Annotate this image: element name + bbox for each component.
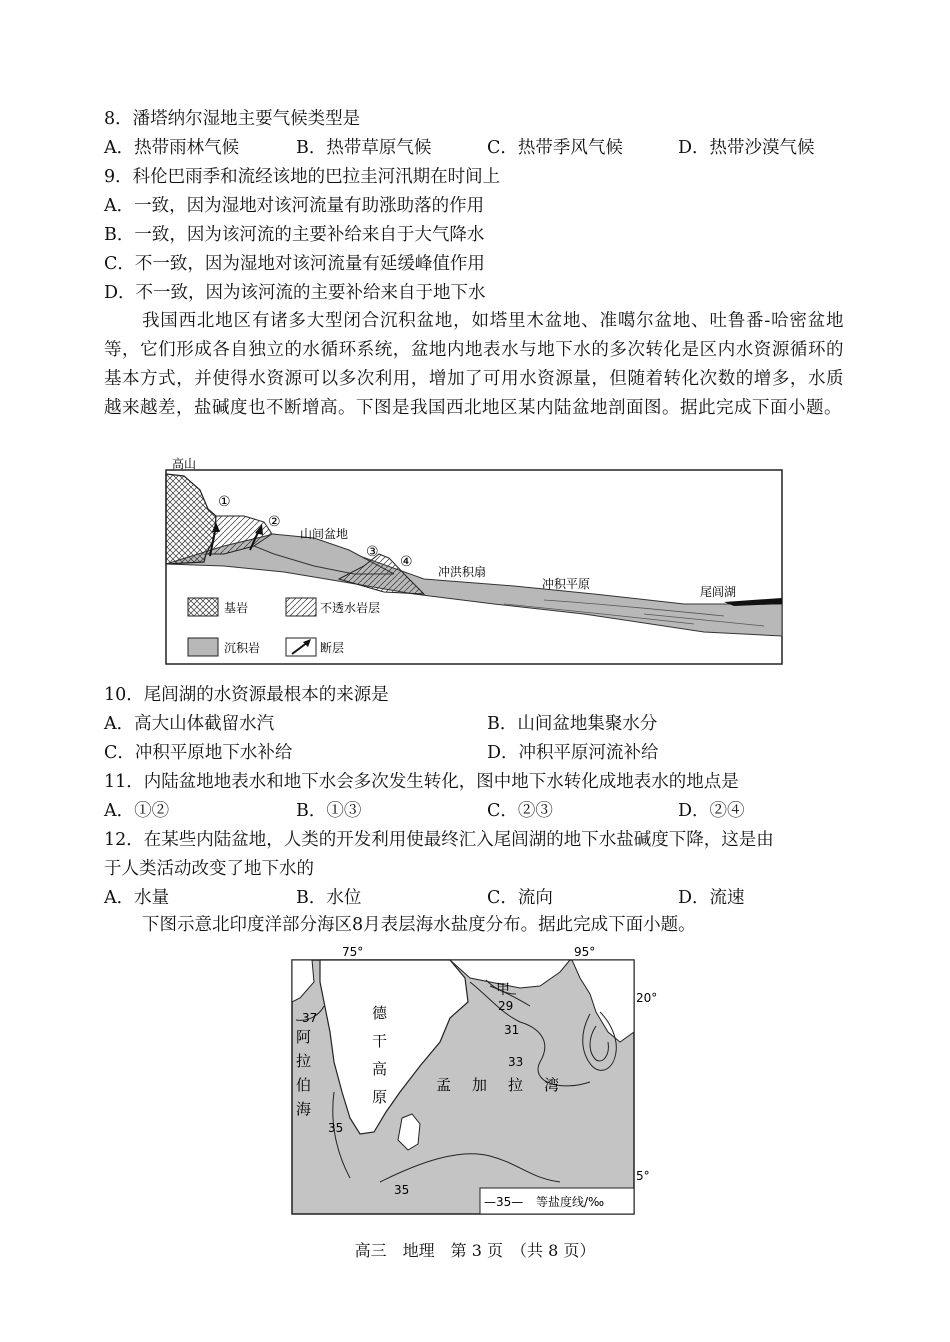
arabian-sea-char-3: 伯 (296, 1076, 312, 1094)
iso-35-b: 35 (394, 1183, 410, 1197)
q9-option-b[interactable]: B．一致，因为该河流的主要补给来自于大气降水 (104, 225, 485, 245)
basin-profile-figure (164, 454, 784, 666)
deccan-char-1: 德 (372, 1004, 388, 1022)
q8-option-b[interactable]: B．热带草原气候 (296, 138, 432, 158)
q11-option-d[interactable]: D．②④ (678, 801, 745, 821)
label-alluvial-fan: 冲洪积扇 (438, 565, 487, 579)
q12-stem-line2: 于人类活动改变了地下水的 (104, 859, 314, 879)
passage-basin: 我国西北地区有诸多大型闭合沉积盆地，如塔里木盆地、准噶尔盆地、吐鲁番-哈密盆地等，它们形成各自独立的水循环系统，盆地内地表水与地下水的多次转化是区内水资源循环的基本方式，并使得水资源可以多次利用，增加了可用水资源量，但随着转化次数的增多，水质越来越差，盐碱度也不断增高。下图是我国西北地区某内陆盆地剖面图。据此完成下面小题。 (104, 311, 844, 418)
q9-option-d[interactable]: D．不一致，因为该河流的主要补给来自于地下水 (104, 283, 486, 303)
q11-stem: 11．内陆盆地地表水和地下水会多次发生转化，图中地下水转化成地表水的地点是 (104, 772, 739, 792)
q12-option-b[interactable]: B．水位 (296, 888, 362, 908)
legend-impermeable: 不透水岩层 (320, 601, 381, 615)
page-footer: 高三 地理 第 3 页 （共 8 页） (354, 1241, 596, 1260)
q12-option-c[interactable]: C．流向 (487, 888, 553, 908)
iso-31: 31 (504, 1023, 520, 1037)
iso-37: 37 (302, 1011, 318, 1025)
q10-option-d[interactable]: D．冲积平原河流补给 (487, 743, 659, 763)
q12-option-a[interactable]: A．水量 (104, 888, 170, 908)
bengal-char-1: 孟 (436, 1076, 452, 1094)
lat-20: 20° (636, 991, 658, 1005)
label-alluvial-plain: 冲积平原 (542, 577, 591, 591)
arabian-sea-char-1: 阿 (296, 1028, 312, 1046)
label-point-3: ③ (366, 544, 379, 560)
passage-indian-ocean: 下图示意北印度洋部分海区8月表层海水盐度分布。据此完成下面小题。 (142, 915, 696, 935)
q9-stem: 9．科伦巴雨季和流经该地的巴拉圭河汛期在时间上 (104, 167, 501, 187)
label-point-2: ② (268, 514, 281, 530)
deccan-char-3: 高 (372, 1060, 388, 1078)
q8-option-c[interactable]: C．热带季风气候 (487, 138, 623, 158)
q12-option-d[interactable]: D．流速 (678, 888, 745, 908)
legend-fault: 断层 (320, 641, 345, 655)
lat-5: 5° (636, 1169, 650, 1183)
label-intermontane-basin: 山间盆地 (300, 527, 349, 541)
q11-option-b[interactable]: B．①③ (296, 801, 362, 821)
label-mountain: 高山 (172, 457, 197, 471)
sedimentary-layer (166, 534, 782, 636)
label-tail-lake: 尾闾湖 (700, 585, 737, 599)
q11-option-c[interactable]: C．②③ (487, 801, 553, 821)
bengal-char-3: 拉 (508, 1076, 524, 1094)
q10-option-a[interactable]: A．高大山体截留水汽 (104, 714, 275, 734)
q9-option-a[interactable]: A．一致，因为湿地对该河流量有助涨助落的作用 (104, 196, 485, 216)
legend-isohaline-value: —35— (484, 1195, 524, 1209)
q9-option-c[interactable]: C．不一致，因为湿地对该河流量有延缓峰值作用 (104, 254, 485, 274)
lon-75: 75° (342, 945, 364, 959)
q8-stem: 8．潘塔纳尔湿地主要气候类型是 (104, 109, 361, 129)
q8-option-a[interactable]: A．热带雨林气候 (104, 138, 240, 158)
lon-95: 95° (574, 945, 596, 959)
deccan-char-4: 原 (372, 1088, 388, 1106)
arabian-sea-char-4: 海 (296, 1100, 312, 1118)
iso-35-a: 35 (328, 1121, 344, 1135)
q8-option-d[interactable]: D．热带沙漠气候 (678, 138, 815, 158)
deccan-char-2: 干 (372, 1032, 388, 1050)
q11-option-a[interactable]: A．①② (104, 801, 170, 821)
label-point-4: ④ (400, 554, 413, 570)
iso-29: 29 (498, 999, 514, 1013)
iso-33: 33 (508, 1055, 524, 1069)
arabian-sea-char-2: 拉 (296, 1052, 312, 1070)
legend-bedrock: 基岩 (224, 601, 249, 615)
q10-stem: 10．尾闾湖的水资源最根本的来源是 (104, 685, 389, 705)
bengal-char-4: 湾 (544, 1076, 560, 1094)
q10-option-b[interactable]: B．山间盆地集聚水分 (487, 714, 658, 734)
legend-sedimentary: 沉积岩 (224, 641, 261, 655)
salinity-map-figure (290, 942, 662, 1218)
label-point-1: ① (218, 494, 231, 510)
q10-option-c[interactable]: C．冲积平原地下水补给 (104, 743, 293, 763)
legend-isohaline-text: 等盐度线/‰ (536, 1195, 605, 1209)
label-jia: 甲 (496, 982, 510, 998)
bengal-char-2: 加 (472, 1076, 488, 1094)
q12-stem-line1: 12．在某些内陆盆地，人类的开发利用使最终汇入尾闾湖的地下水盐碱度下降，这是由 (104, 830, 774, 850)
